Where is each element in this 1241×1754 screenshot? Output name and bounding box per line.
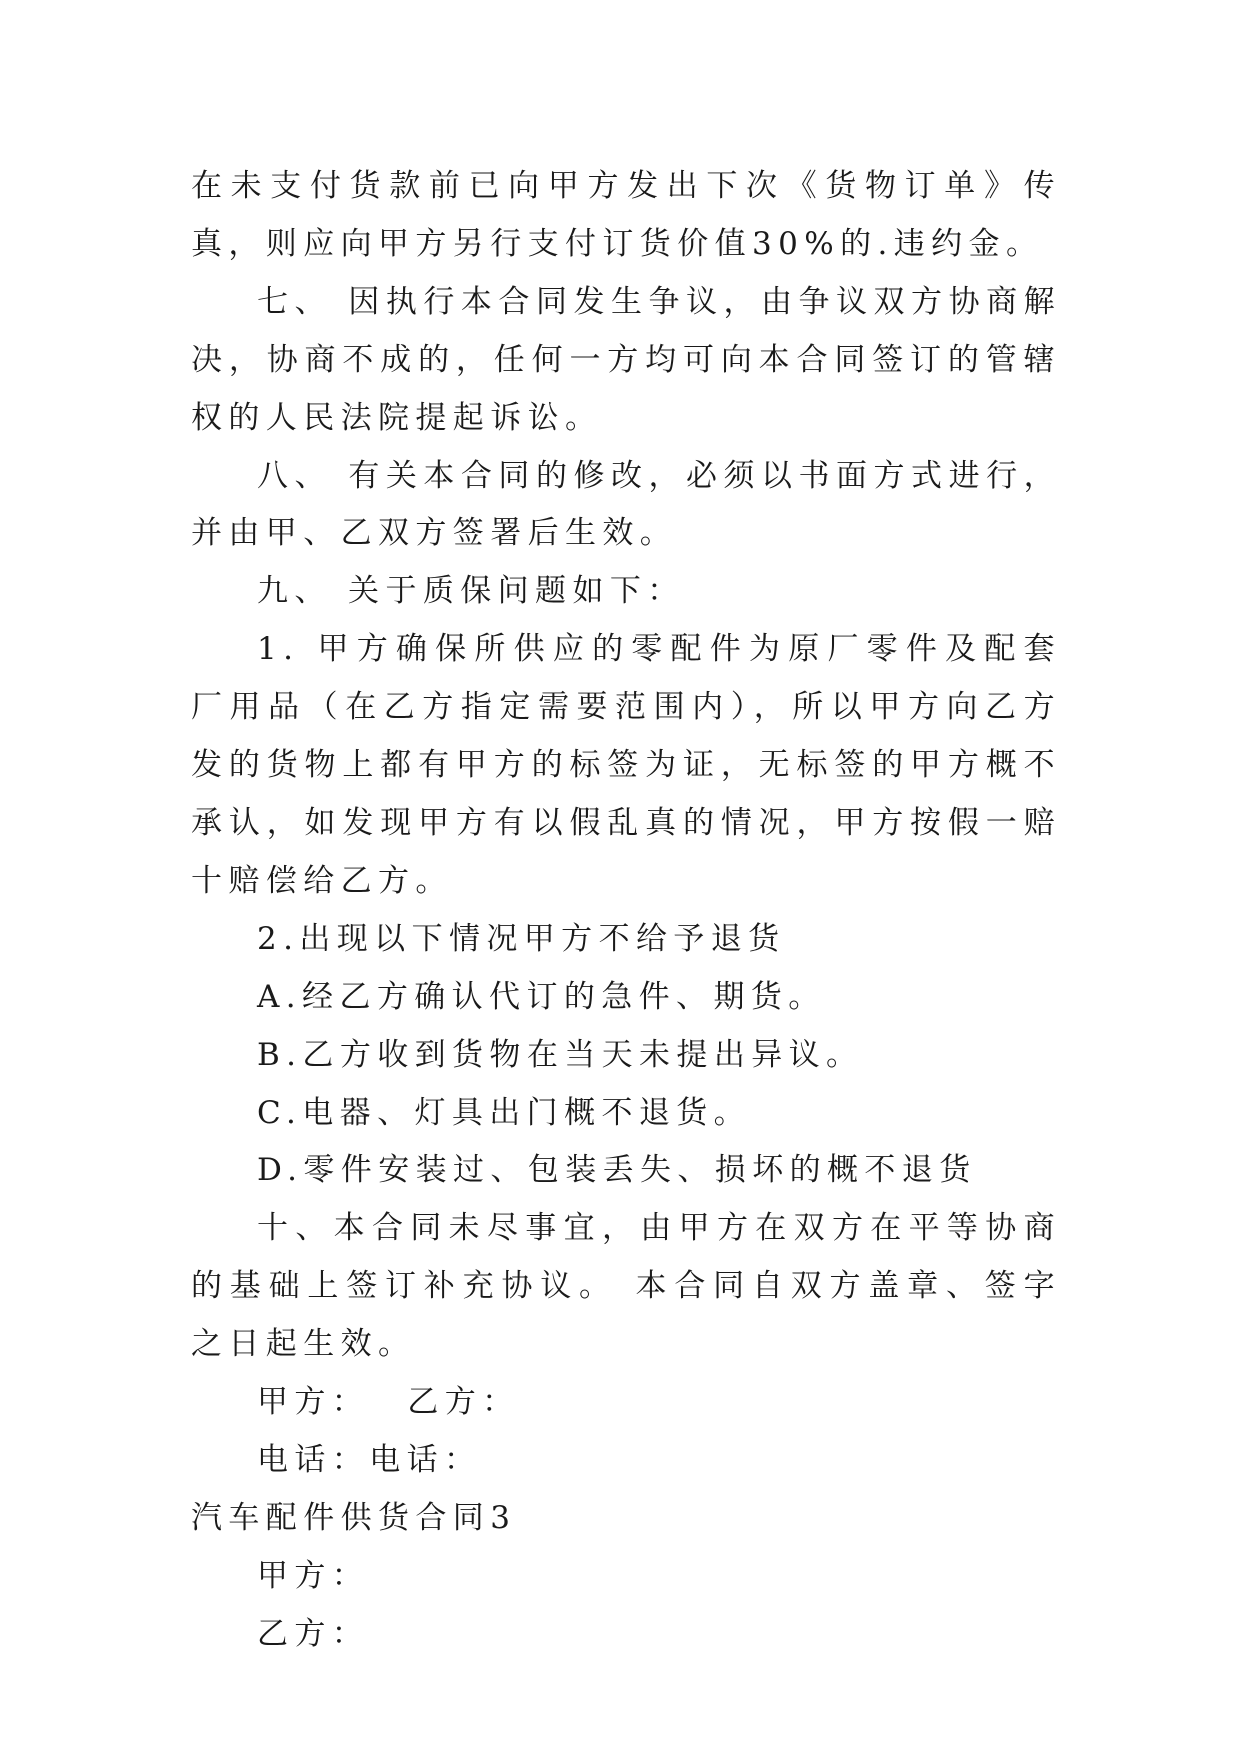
signature-parties-line: 甲方： 乙方：	[257, 1384, 520, 1421]
paragraph-clause-10-supplement: 十、本合同未尽事宜，由甲方在双方在平等协商的基础上签订补充协议。 本合同自双方盖章、签字之日起生效。	[191, 1210, 1061, 1363]
paragraph-no-return-c: C.电器、灯具出门概不退货。	[257, 1094, 752, 1131]
section-title-contract-3: 汽车配件供货合同3	[191, 1499, 517, 1536]
paragraph-no-return-b: B.乙方收到货物在当天未提出异议。	[257, 1036, 864, 1073]
paragraph-no-return-a: A.经乙方确认代订的急件、期货。	[257, 978, 826, 1015]
paragraph-no-return-d: D.零件安装过、包装丢失、损坏的概不退货	[257, 1152, 977, 1189]
contract-text-body	[191, 158, 1061, 1664]
paragraph-clause-7-dispute: 七、 因执行本合同发生争议，由争议双方协商解决，协商不成的，任何一方均可向本合同签订的管辖权的人民法院提起诉讼。	[191, 283, 1061, 436]
signature-phone-line: 电话：电话：	[257, 1441, 482, 1478]
paragraph-clause-8-amendment: 八、 有关本合同的修改，必须以书面方式进行，并由甲、乙双方签署后生效。	[191, 457, 1061, 552]
paragraph-clause-9-warranty: 九、 关于质保问题如下：	[257, 573, 685, 610]
paragraph-warranty-item-1: 1. 甲方确保所供应的零配件为原厂零件及配套厂用品（在乙方指定需要范围内），所以甲方向乙方发的货物上都有甲方的标签为证，无标签的甲方概不承认，如发现甲方有以假乱真的情况，甲方按假一赔十赔偿给乙方。	[191, 631, 1061, 899]
party-b-line: 乙方：	[257, 1615, 370, 1652]
paragraph-payment-penalty: 在未支付货款前已向甲方发出下次《货物订单》传真，则应向甲方另行支付订货价值30%的.违约金。	[191, 168, 1061, 262]
party-a-line: 甲方：	[257, 1557, 370, 1594]
paragraph-warranty-item-2: 2.出现以下情况甲方不给予退货	[257, 920, 786, 957]
